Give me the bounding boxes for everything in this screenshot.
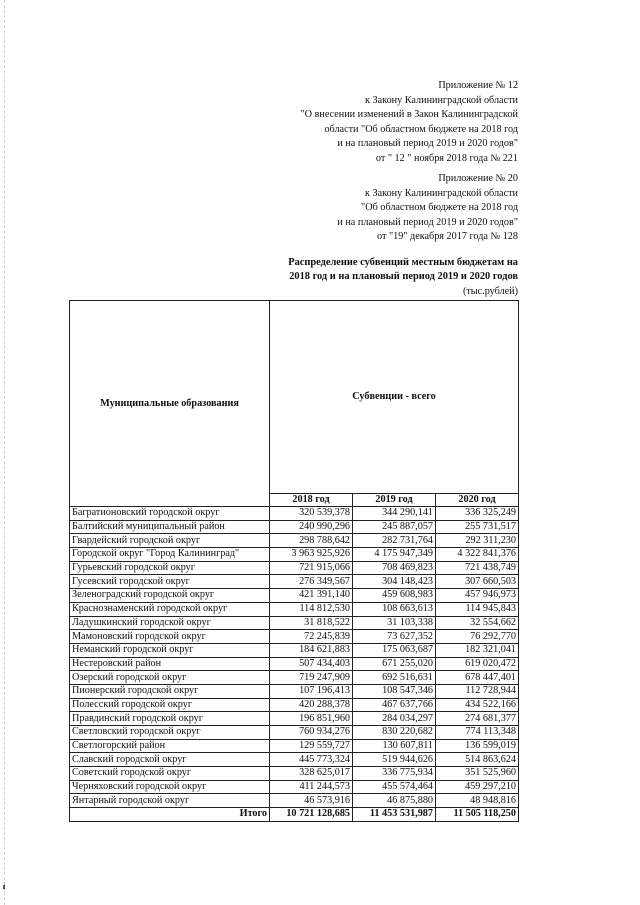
value-2020: 182 321,041	[436, 643, 519, 657]
municipality-name: Краснознаменский городской округ	[70, 602, 270, 616]
value-2019: 467 637,766	[353, 698, 436, 712]
header-subventions-total: Субвенции - всего	[270, 301, 519, 494]
table-row	[70, 698, 519, 712]
subventions-table	[69, 300, 519, 822]
table-row	[70, 520, 519, 534]
municipality-name: Светловский городской округ	[70, 726, 270, 740]
value-2020: 351 525,960	[436, 767, 519, 781]
table-row	[70, 643, 519, 657]
municipality-name: Балтийский муниципальный район	[70, 520, 270, 534]
table-row	[70, 602, 519, 616]
annex-line: "Об областном бюджете на 2018 год	[361, 202, 518, 214]
value-2019: 344 290,141	[353, 507, 436, 521]
value-2018: 507 434,403	[270, 657, 353, 671]
value-2019: 830 220,682	[353, 726, 436, 740]
municipality-name: Светлогорский район	[70, 739, 270, 753]
value-2018: 421 391,140	[270, 589, 353, 603]
value-2019: 245 887,057	[353, 520, 436, 534]
municipality-name: Гурьевский городской округ	[70, 561, 270, 575]
annex-line: Приложение № 20	[438, 173, 518, 184]
municipality-name: Озерский городской округ	[70, 671, 270, 685]
municipality-name: Ладушкинский городской округ	[70, 616, 270, 630]
value-2018: 107 196,413	[270, 684, 353, 698]
value-2020: 112 728,944	[436, 684, 519, 698]
table-row	[70, 575, 519, 589]
value-2019: 31 103,338	[353, 616, 436, 630]
municipality-name: Городской округ "Город Калининград"	[70, 548, 270, 562]
total-2018: 10 721 128,685	[270, 808, 353, 822]
municipality-name: Янтарный городской округ	[70, 794, 270, 808]
value-2018: 420 288,378	[270, 698, 353, 712]
value-2018: 298 788,642	[270, 534, 353, 548]
value-2019: 46 875,880	[353, 794, 436, 808]
value-2019: 708 469,823	[353, 561, 436, 575]
value-2020: 292 311,230	[436, 534, 519, 548]
header-year-2019: 2019 год	[353, 494, 436, 507]
annex-line: от "19" декабря 2017 года № 128	[377, 231, 518, 243]
value-2018: 31 818,522	[270, 616, 353, 630]
table-row	[70, 548, 519, 562]
value-2020: 114 945,843	[436, 602, 519, 616]
value-2019: 519 944,626	[353, 753, 436, 767]
municipality-name: Гусевский городской округ	[70, 575, 270, 589]
table-row	[70, 671, 519, 685]
value-2019: 692 516,631	[353, 671, 436, 685]
municipality-name: Полесский городской округ	[70, 698, 270, 712]
annex-line: и на плановый период 2019 и 2020 годов"	[337, 216, 518, 228]
municipality-name: Багратионовский городской округ	[70, 507, 270, 521]
annex-line: от " 12 " ноября 2018 года № 221	[375, 152, 518, 164]
value-2019: 336 775,934	[353, 767, 436, 781]
total-2019: 11 453 531,987	[353, 808, 436, 822]
total-2020: 11 505 118,250	[436, 808, 519, 822]
table-row	[70, 630, 519, 644]
value-2019: 4 175 947,349	[353, 548, 436, 562]
municipality-name: Черняховский городской округ	[70, 780, 270, 794]
value-2019: 282 731,764	[353, 534, 436, 548]
municipality-name: Советский городской округ	[70, 767, 270, 781]
value-2018: 320 539,378	[270, 507, 353, 521]
annex-line: "О внесении изменений в Закон Калининградской	[300, 109, 518, 121]
annex-line: к Закону Калининградской области	[365, 94, 518, 106]
annex-line: Приложение № 12	[438, 80, 518, 91]
table-row	[70, 767, 519, 781]
table-row	[70, 616, 519, 630]
table-row	[70, 684, 519, 698]
annex-line: к Закону Калининградской области	[365, 187, 518, 199]
table-row	[70, 561, 519, 575]
annex-line: области "Об областном бюджете на 2018 год	[324, 123, 518, 135]
title-line-2: 2018 год и на плановый период 2019 и 2020 годов	[289, 271, 518, 283]
table-row	[70, 739, 519, 753]
value-2020: 307 660,503	[436, 575, 519, 589]
value-2019: 73 627,352	[353, 630, 436, 644]
value-2018: 721 915,066	[270, 561, 353, 575]
value-2018: 276 349,567	[270, 575, 353, 589]
value-2020: 457 946,973	[436, 589, 519, 603]
municipality-name: Правдинский городской округ	[70, 712, 270, 726]
value-2020: 678 447,401	[436, 671, 519, 685]
value-2018: 445 773,324	[270, 753, 353, 767]
value-2020: 459 297,210	[436, 780, 519, 794]
value-2018: 114 812,530	[270, 602, 353, 616]
value-2020: 4 322 841,376	[436, 548, 519, 562]
value-2019: 175 063,687	[353, 643, 436, 657]
value-2020: 619 020,472	[436, 657, 519, 671]
municipality-name: Зеленоградский городской округ	[70, 589, 270, 603]
page-margin-line	[4, 0, 5, 905]
table-row	[70, 794, 519, 808]
margin-mark	[3, 885, 5, 889]
value-2018: 719 247,909	[270, 671, 353, 685]
value-2018: 240 990,296	[270, 520, 353, 534]
value-2020: 514 863,624	[436, 753, 519, 767]
table-row	[70, 657, 519, 671]
value-2020: 32 554,662	[436, 616, 519, 630]
value-2019: 459 608,983	[353, 589, 436, 603]
municipality-name: Славский городской округ	[70, 753, 270, 767]
value-2020: 434 522,166	[436, 698, 519, 712]
value-2020: 136 599,019	[436, 739, 519, 753]
value-2020: 76 292,770	[436, 630, 519, 644]
table-row	[70, 712, 519, 726]
municipality-name: Гвардейский городской округ	[70, 534, 270, 548]
header-year-2020: 2020 год	[436, 494, 519, 507]
value-2018: 184 621,883	[270, 643, 353, 657]
title-line-1: Распределение субвенций местным бюджетам на	[288, 257, 518, 268]
value-2018: 46 573,916	[270, 794, 353, 808]
value-2020: 255 731,517	[436, 520, 519, 534]
value-2018: 760 934,276	[270, 726, 353, 740]
header-year-2018: 2018 год	[270, 494, 353, 507]
value-2020: 274 681,377	[436, 712, 519, 726]
table-row	[70, 780, 519, 794]
municipality-name: Неманский городской округ	[70, 643, 270, 657]
table-row	[70, 726, 519, 740]
value-2020: 336 325,249	[436, 507, 519, 521]
value-2018: 411 244,573	[270, 780, 353, 794]
annex-line: и на плановый период 2019 и 2020 годов"	[337, 138, 518, 150]
value-2019: 304 148,423	[353, 575, 436, 589]
table-row	[70, 534, 519, 548]
total-row	[70, 808, 519, 822]
units-label: (тыс.рублей)	[462, 286, 518, 297]
document-title	[220, 256, 518, 285]
table-row	[70, 507, 519, 521]
value-2019: 130 607,811	[353, 739, 436, 753]
value-2018: 129 559,727	[270, 739, 353, 753]
municipality-name: Пионерский городской округ	[70, 684, 270, 698]
table-row	[70, 589, 519, 603]
annex-header-original	[240, 172, 518, 245]
value-2019: 671 255,020	[353, 657, 436, 671]
value-2018: 72 245,839	[270, 630, 353, 644]
municipality-name: Нестеровский район	[70, 657, 270, 671]
value-2020: 774 113,348	[436, 726, 519, 740]
value-2019: 108 547,346	[353, 684, 436, 698]
value-2018: 328 625,017	[270, 767, 353, 781]
value-2020: 721 438,749	[436, 561, 519, 575]
value-2019: 284 034,297	[353, 712, 436, 726]
value-2019: 455 574,464	[353, 780, 436, 794]
value-2020: 48 948,816	[436, 794, 519, 808]
value-2018: 196 851,960	[270, 712, 353, 726]
header-municipalities: Муниципальные образования	[70, 301, 270, 507]
value-2019: 108 663,613	[353, 602, 436, 616]
municipality-name: Мамоновский городской округ	[70, 630, 270, 644]
total-label: Итого	[70, 808, 270, 822]
value-2018: 3 963 925,926	[270, 548, 353, 562]
table-row	[70, 753, 519, 767]
table-body	[70, 507, 519, 808]
annex-header-current	[240, 79, 518, 167]
